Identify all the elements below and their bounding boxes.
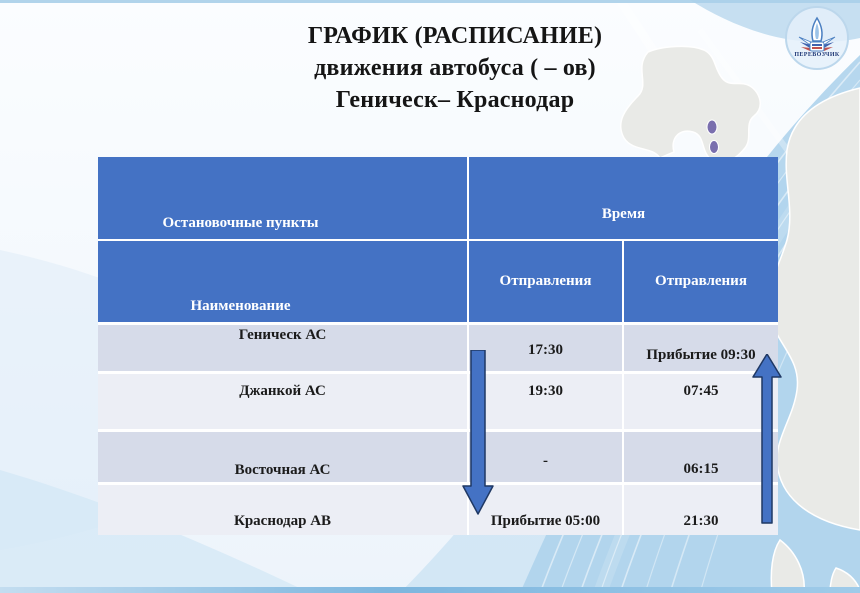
- cell-departure-time: Прибытие 05:00: [467, 482, 622, 535]
- header-cell-departure-1: Отправления: [467, 241, 622, 322]
- return-direction-arrow-icon: [750, 354, 786, 524]
- header-cell-name: Наименование: [98, 241, 467, 322]
- cell-return-time: 07:45: [622, 371, 778, 429]
- cell-stop-name: Джанкой АС: [98, 371, 467, 429]
- title-line-1: ГРАФИК (РАСПИСАНИЕ): [307, 23, 603, 49]
- cell-departure-time: 19:30: [467, 371, 622, 429]
- cell-departure-time: 17:30: [467, 322, 622, 371]
- logo: [783, 4, 855, 76]
- cell-stop-name: Краснодар АВ: [98, 482, 467, 535]
- header-cell-time: Время: [467, 157, 778, 241]
- cell-departure-time: -: [467, 429, 622, 482]
- title-line-2: движения автобуса ( – ов): [314, 55, 596, 81]
- page-title: [210, 20, 700, 116]
- title-line-3: Геническ– Краснодар: [335, 87, 575, 113]
- logo-emblem-icon: [783, 4, 851, 72]
- cell-stop-name: Восточная АС: [98, 429, 467, 482]
- header-cell-stops: Остановочные пункты: [98, 157, 467, 241]
- cell-return-time: 06:15: [622, 429, 778, 482]
- cell-return-time: Прибытие 09:30: [622, 322, 778, 371]
- cell-return-time: 21:30: [622, 482, 778, 535]
- schedule-table: [98, 157, 778, 535]
- logo-text: ПЕРЕВОЗЧИК: [794, 52, 840, 58]
- header-cell-departure-2: Отправления: [622, 241, 778, 322]
- cell-stop-name: Геническ АС: [98, 322, 467, 371]
- outbound-direction-arrow-icon: [458, 350, 498, 516]
